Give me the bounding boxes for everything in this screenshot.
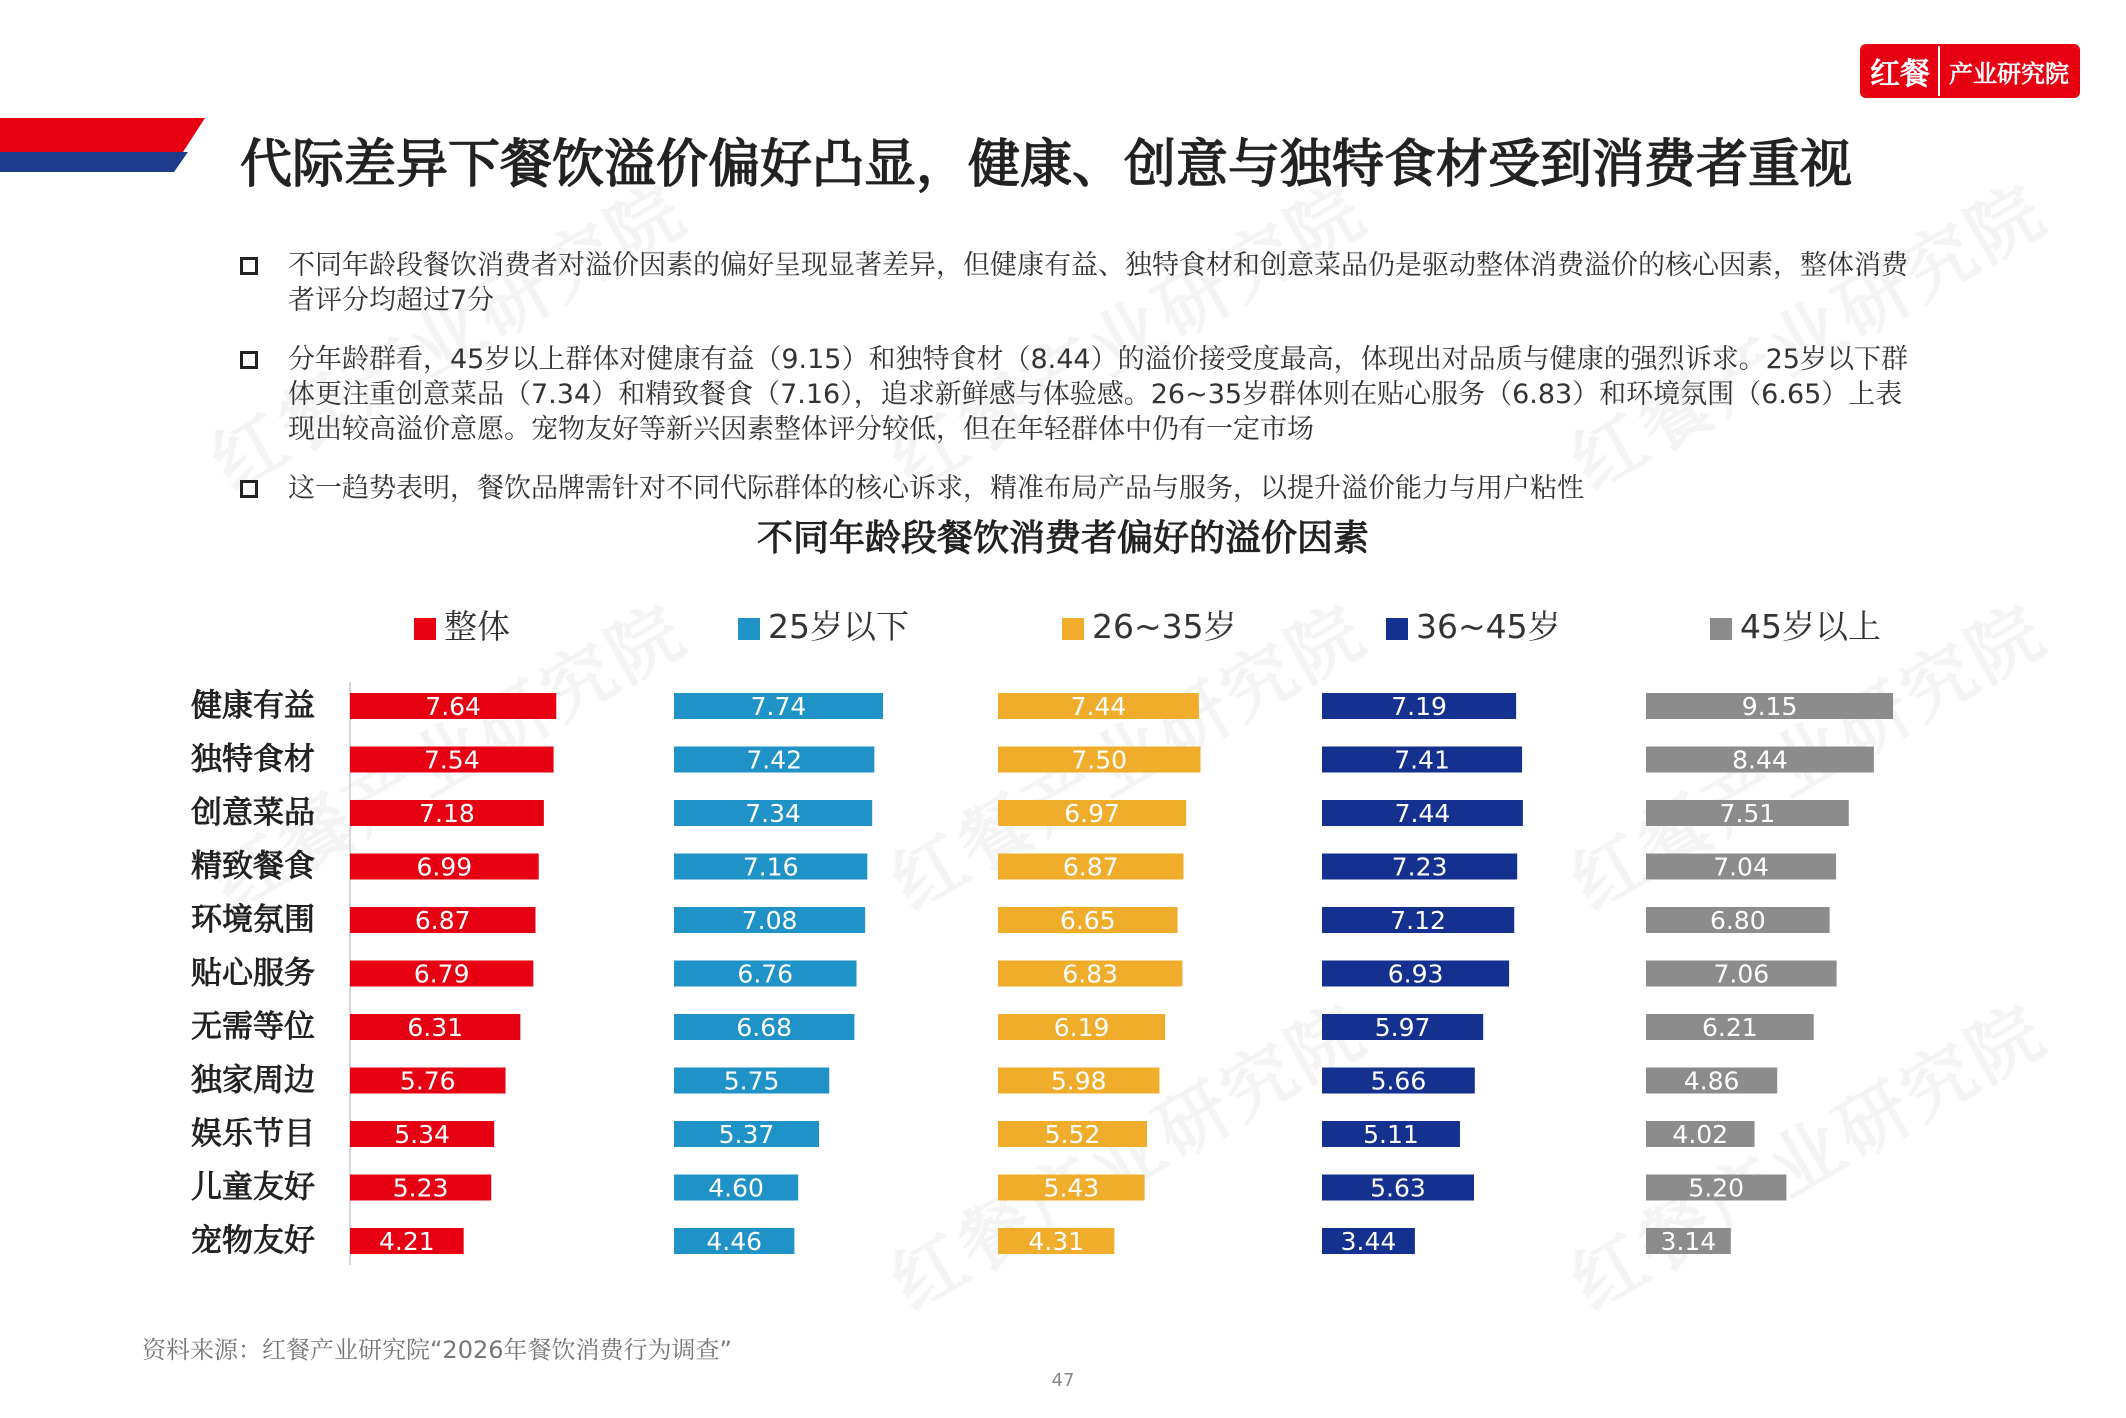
legend-label: 26~35岁 <box>1092 607 1237 646</box>
legend-swatch <box>1710 618 1732 640</box>
page-title: 代际差异下餐饮溢价偏好凸显，健康、创意与独特食材受到消费者重视 <box>240 135 1853 195</box>
data-label: 6.31 <box>407 1013 464 1042</box>
category-label: 环境氛围 <box>191 902 315 938</box>
chart-title: 不同年龄段餐饮消费者偏好的溢价因素 <box>756 518 1369 559</box>
data-label: 6.97 <box>1064 799 1120 828</box>
source-note: 资料来源：红餐产业研究院“2026年餐饮消费行为调查” <box>142 1336 732 1364</box>
bullet-text: 这一趋势表明，餐饮品牌需针对不同代际群体的核心诉求，精准布局产品与服务，以提升溢价能力与用户粘性 <box>288 473 1584 504</box>
data-label: 7.41 <box>1394 745 1450 775</box>
legend-label: 36~45岁 <box>1416 607 1561 646</box>
data-label: 6.93 <box>1387 959 1444 989</box>
data-label: 7.12 <box>1390 906 1446 935</box>
data-label: 6.79 <box>413 959 470 989</box>
legend-swatch <box>414 618 436 640</box>
data-label: 7.74 <box>750 692 807 721</box>
data-label: 7.44 <box>1394 799 1451 828</box>
data-label: 5.37 <box>718 1120 775 1149</box>
data-label: 6.83 <box>1062 959 1119 989</box>
data-label: 5.11 <box>1363 1120 1419 1149</box>
category-label: 贴心服务 <box>191 955 315 992</box>
legend-swatch <box>1062 618 1084 640</box>
data-label: 6.87 <box>1062 852 1119 882</box>
data-label: 7.08 <box>741 906 798 935</box>
data-label: 7.64 <box>425 692 481 721</box>
logo-mark: 红餐 <box>1862 46 1938 96</box>
legend-swatch <box>738 618 760 640</box>
data-label: 5.66 <box>1370 1066 1427 1096</box>
data-label: 4.60 <box>708 1173 764 1203</box>
category-label: 娱乐节目 <box>191 1116 315 1152</box>
data-label: 5.23 <box>392 1173 449 1203</box>
data-label: 7.51 <box>1719 799 1776 828</box>
data-label: 7.42 <box>746 745 803 775</box>
data-label: 6.65 <box>1059 906 1116 935</box>
data-label: 5.98 <box>1050 1066 1107 1096</box>
data-label: 3.14 <box>1660 1227 1717 1256</box>
page-number: 47 <box>1051 1370 1075 1391</box>
data-label: 7.19 <box>1391 692 1447 721</box>
data-label: 7.04 <box>1713 852 1769 882</box>
data-label: 6.19 <box>1053 1013 1110 1042</box>
bullet-text: 分年龄群看，45岁以上群体对健康有益（9.15）和独特食材（8.44）的溢价接受度最高，体现出对品质与健康的强烈诉求。25岁以下群体更注重创意菜品（7.34）和精致餐食（7.16），追求新鲜感与体验感。26~35岁群体则在贴心服务（6.83）和环境氛围（6.65）上表现出较高溢价意愿。宠物友好等新兴因素整体评分较低，但在年轻群体中仍有一定市场 <box>288 344 1908 445</box>
logo-text: 产业研究院 <box>1938 46 2078 96</box>
legend-swatch <box>1386 618 1408 640</box>
data-label: 5.75 <box>723 1066 780 1096</box>
category-label: 精致餐食 <box>191 848 315 885</box>
category-label: 健康有益 <box>191 688 315 724</box>
data-label: 5.52 <box>1044 1120 1101 1149</box>
data-label: 6.21 <box>1701 1013 1758 1042</box>
category-label: 独家周边 <box>191 1062 315 1099</box>
data-label: 6.80 <box>1709 906 1766 935</box>
data-label: 5.43 <box>1043 1173 1100 1203</box>
data-label: 7.44 <box>1070 692 1127 721</box>
legend-label: 整体 <box>444 607 510 646</box>
category-label: 无需等位 <box>191 1009 315 1045</box>
category-label: 宠物友好 <box>191 1223 315 1259</box>
data-label: 6.87 <box>414 906 471 935</box>
data-label: 7.34 <box>745 799 801 828</box>
data-label: 4.86 <box>1683 1066 1740 1096</box>
data-label: 7.23 <box>1391 852 1448 882</box>
data-label: 4.21 <box>378 1227 435 1256</box>
data-label: 4.46 <box>706 1227 763 1256</box>
data-label: 6.68 <box>736 1013 793 1042</box>
legend-label: 45岁以上 <box>1740 607 1881 646</box>
data-label: 8.44 <box>1732 745 1788 775</box>
data-label: 4.02 <box>1672 1120 1729 1149</box>
data-label: 7.54 <box>423 745 480 775</box>
data-label: 4.31 <box>1028 1227 1085 1256</box>
data-label: 5.20 <box>1688 1173 1745 1203</box>
data-label: 5.97 <box>1374 1013 1431 1042</box>
data-label: 6.76 <box>737 959 794 989</box>
legend-label: 25岁以下 <box>768 607 909 646</box>
data-label: 5.34 <box>394 1120 450 1149</box>
data-label: 5.63 <box>1370 1173 1426 1203</box>
data-label: 5.76 <box>399 1066 456 1096</box>
data-label: 7.16 <box>742 852 799 882</box>
data-label: 7.18 <box>419 799 475 828</box>
category-label: 独特食材 <box>191 741 315 778</box>
data-label: 3.44 <box>1340 1227 1397 1256</box>
bullet-text: 不同年龄段餐饮消费者对溢价因素的偏好呈现显著差异，但健康有益、独特食材和创意菜品仍是驱动整体消费溢价的核心因素，整体消费者评分均超过7分 <box>288 250 1908 316</box>
data-label: 7.50 <box>1071 745 1128 775</box>
data-label: 7.06 <box>1713 959 1770 989</box>
data-label: 9.15 <box>1741 692 1798 721</box>
category-label: 创意菜品 <box>191 795 315 831</box>
category-label: 儿童友好 <box>191 1169 315 1206</box>
data-label: 6.99 <box>416 852 473 882</box>
